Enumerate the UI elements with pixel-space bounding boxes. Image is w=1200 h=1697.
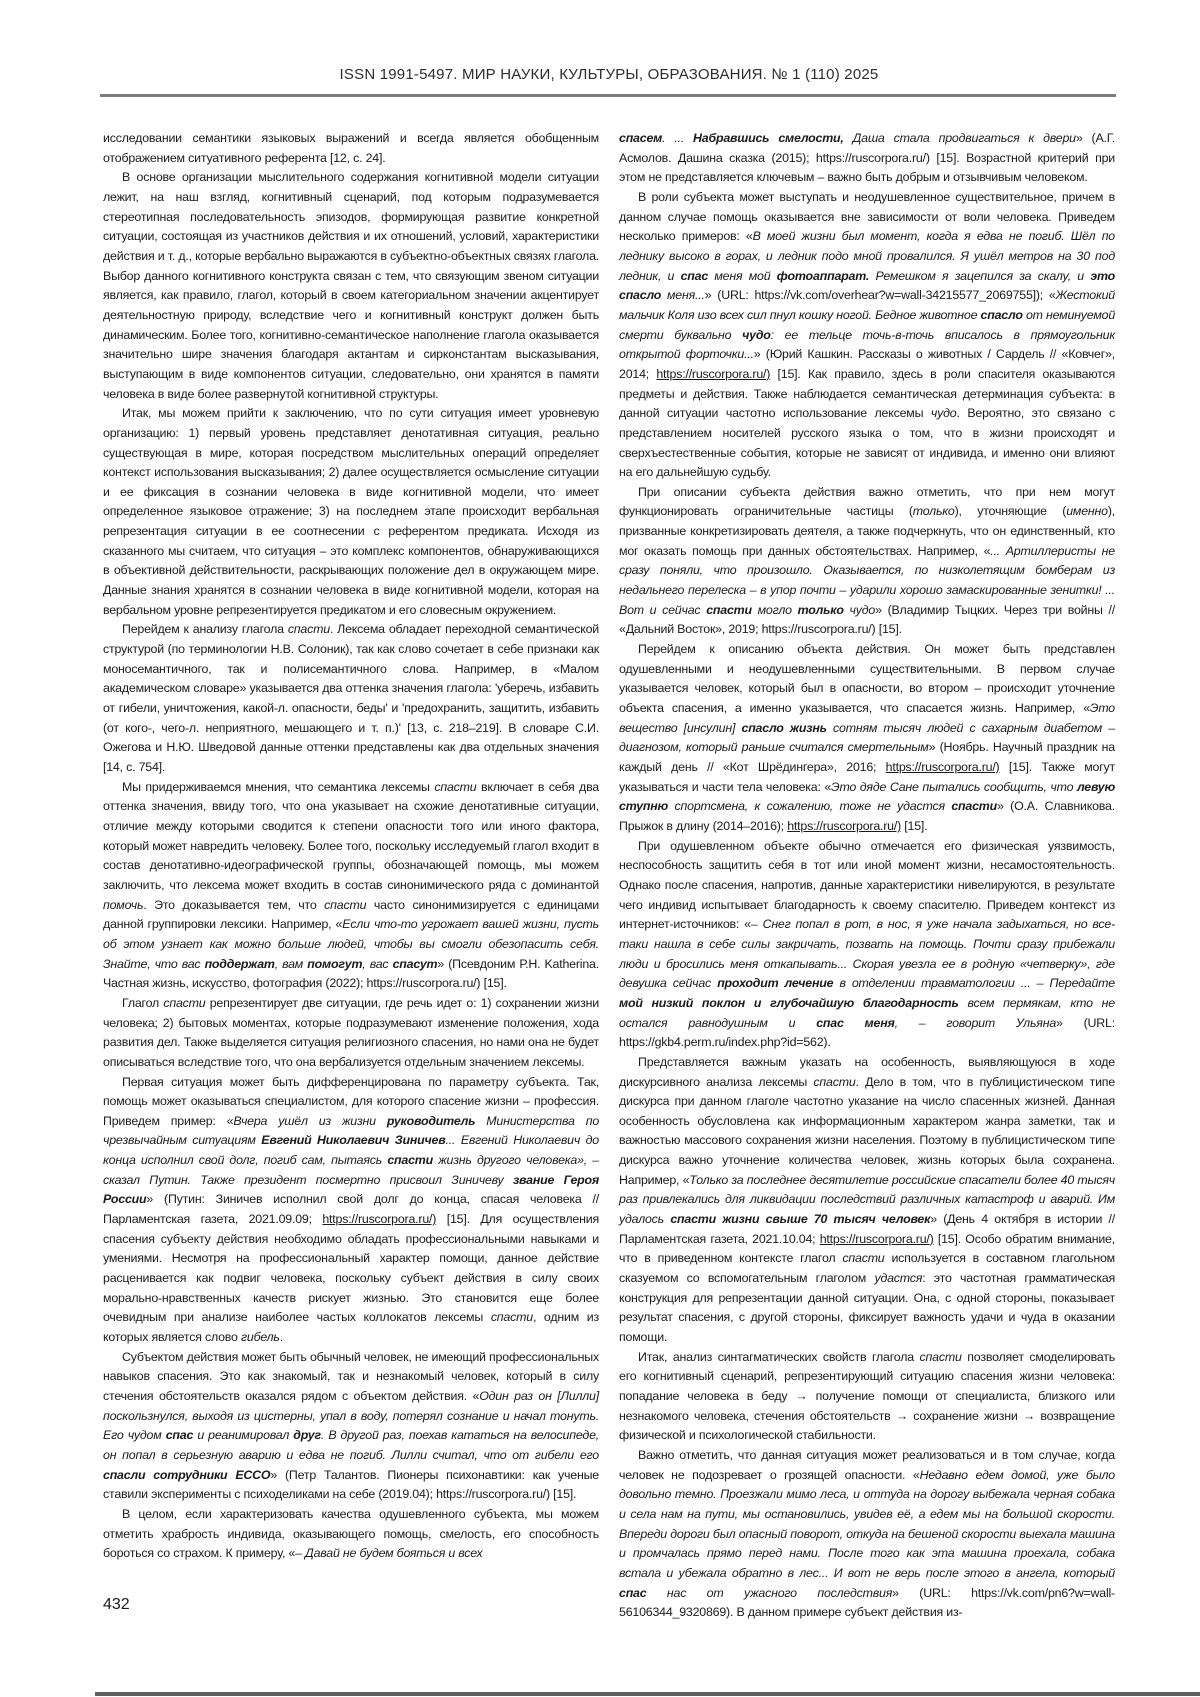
header-rule <box>100 94 1116 97</box>
paragraph: В основе организации мыслительного содержания когнитивной модели ситуации лежит, на наш взгляд, когнитивный сценарий, под которым подразумевается стереотипная последовательность эпизодов, формирующая развитие конкретной ситуации, состоящая из участников действия и их отношений, условий, характеристики действия и т. д., которые вербально выражаются в субъектно-объектных связях глагола. Выбор данного когнитивного конструкта связан с тем, что связующим звеном ситуации является, как правило, глагол, который в своем категориальном значении акцентирует деятельностную природу, вследствие чего и когнитивный конструкт должен быть динамическим. Более того, когнитивно-семантическое наполнение глагола оказывается значительно шире значения благодаря актантам и сирконстантам высказывания, выступающим в виде компонентов ситуации, следовательно, они хранятся в памяти человека в виде более развернутой когнитивной структуры. <box>103 170 599 401</box>
paragraph: исследовании семантики языковых выражений и всегда является обобщенным отображением ситуативного референта [12, с. 24]. <box>103 131 599 165</box>
paragraph: При описании субъекта действия важно отметить, что при нем могут функционировать ограничительные частицы (только), уточняющие (именно), призванные конкретизировать деятеля, а также подчеркнуть, что он единственный, кто мог оказать помощь при данных обстоятельствах. Например, «... Артиллеристы не сразу поняли, что произошло. Оказывается, по низколетящим бомберам из недальнего перелеска – в упор почти – ударили хорошо замаскированные зенитки! ... Вот и сейчас спасти могло только чудо» (Владимир Тыцких. Через три войны // «Дальний Восток», 2019; https://ruscorpora.ru/) [15]. <box>619 484 1115 637</box>
paragraph: Итак, анализ синтагматических свойств глагола спасти позволяет смоделировать его когнитивный сценарий, репрезентирующий ситуацию спасения жизни человека: попадание человека в беду → получение помощи от специалиста, близкого или незнакомого человека, стечения обстоятельств → сохранение жизни → возвращение физической и психологической стабильности. <box>619 1349 1115 1443</box>
paragraph: При одушевленном объекте обычно отмечается его физическая уязвимость, неспособность защитить себя в тот или иной момент жизни, несамостоятельность. Однако после спасения, напротив, данные характеристики нивелируются, в результате чего индивид испытывает благодарность к своему спасителю. Приведем контекст из интернет-источников: «– Снег попал в рот, в нос, я уже начала задыхаться, но все-таки нашла в себе силы закричать, позвать на помощь. Почти сразу прибежали люди и бросились меня откапывать... Скорая увезла ее в родную «четверку», где девушка сейчас проходит лечение в отделении травматологии ... – Передайте мой низкий поклон и глубочайшую благодарность всем пермякам, кто не остался равнодушным и спас меня, – говорит Ульяна» (URL: https://gkb4.perm.ru/index.php?id=562). <box>619 838 1116 1050</box>
paragraph: В целом, если характеризовать качества одушевленного субъекта, мы можем отметить храбрость индивида, оказывающего помощь, смелость, его способность бороться со страхом. К примеру, «– Давай не будем бояться и всех <box>103 1506 599 1561</box>
paragraph: Мы придерживаемся мнения, что семантика лексемы спасти включает в себя два оттенка значения, ввиду того, что она указывает на схожие денотативные ситуации, отличие между которыми сводится к степени опасности того или иного фактора, который может навредить человеку. Более того, поскольку исследуемый глагол входит в состав денотативно-идеографической группы, обозначающей помощь, мы можем заключить, что лексема может входить в состав синонимического ряда с доминантой помочь. Это доказывается тем, что спасти часто синонимизируется с единицами данной группировки лексики. Например, «Если что-то угрожает вашей жизни, пусть об этом узнает как можно больше людей, чтобы вы смогли обезопасить себя. Знайте, что вас поддержат, вам помогут, вас спасут» (Псевдоним Р.Н. Katherina. Частная жизнь, искусство, фотография (2022); https://ruscorpora.ru/) [15]. <box>103 779 600 991</box>
paragraph: Перейдем к анализу глагола спасти. Лексема обладает переходной семантической структурой (по терминологии Н.В. Солоник), так как слово сочетает в себе признаки как моносемантичного, так и полисемантичного слова. Например, в «Малом академическом словаре» указывается два оттенка значения глагола: 'уберечь, избавить от гибели, уничтожения, какой-л. опасности, беды' и 'предохранить, защитить, избавить (от кого-, чего-л. неприятного, мешающего и т. п.)' [13, с. 218–219]. В словаре С.И. Ожегова и Н.Ю. Шведовой данные оттенки представлены как два отдельных значения [14, с. 754]. <box>103 622 599 774</box>
paragraph: Первая ситуация может быть дифференцирована по параметру субъекта. Так, помощь может оказываться специалистом, для которого спасение жизни – профессия. Приведем пример: «Вчера ушёл из жизни руководитель Министерства по чрезвычайным ситуациям Евгений Николаевич Зиничев... Евгений Николаевич до конца исполнил свой долг, погиб сам, пытаясь спасти жизнь другого человека», – сказал Путин. Также президент посмертно присвоил Зиничеву звание Героя России» (Путин: Зиничев исполнил свой долг до конца, спасая человека // Парламентская газета, 2021.09.09; https://ruscorpora.ru/) [15]. Для осуществления спасения субъекту действия необходимо обладать профессиональными навыками и умениями. Несмотря на профессиональный характер помощи, данное действие расценивается как подвиг человека, поскольку субъект действия в силу своих морально-нравственных качеств рискует жизнью. Это становится еще более очевидным при анализе наиболее частых коллокатов лексемы спасти, одним из которых является слово гибель. <box>103 1074 600 1345</box>
paragraph: Перейдем к описанию объекта действия. Он может быть представлен одушевленными и неодушевленными существительными. В первом случае указывается человек, который был в опасности, во втором – происходит уточнение объекта спасения, а именно указывается, что спасается жизнь. Например, «Это вещество [инсулин] спасло жизнь сотням тысяч людей с сахарным диабетом – диагнозом, который раньше считался смертельным» (Ноябрь. Научный праздник на каждый день // «Кот Шрёдингера», 2016; https://ruscorpora.ru/) [15]. Также могут указываться и части тела человека: «Это дяде Сане пытались сообщить, что левую ступню спортсмена, к сожалению, тоже не удастся спасти» (О.А. Славникова. Прыжок в длину (2014–2016); https://ruscorpora.ru/) [15]. <box>619 642 1116 833</box>
journal-header: ISSN 1991-5497. МИР НАУКИ, КУЛЬТУРЫ, ОБРАЗОВАНИЯ. № 1 (110) 2025 <box>339 66 879 83</box>
paragraph: Важно отметить, что данная ситуация может реализоваться и в том случае, когда человек не подозревает о грозящей опасности. «Недавно едем домой, уже было довольно темно. Проезжали мимо леса, и оттуда на дорогу выбежала черная собака и села нам на пути, мы остановились, увидев её, а едем мы на большой скорости. Впереди дороги был опасный поворот, откуда на бешеной скорости выехала машина и промчалась прямо перед нами. После того как эта машина проехала, собака встала и убежала обратно в лес... И вот не верь после этого в ангела, который спас нас от ужасного последствия» (URL: https://vk.com/pn6?w=wall-56106344_9320869). В данном примере субъект действия из- <box>619 1447 1116 1620</box>
paragraph: Итак, мы можем прийти к заключению, что по сути ситуация имеет уровневую организацию: 1) первый уровень представляет денотативная ситуация, реально существующая в мире, которая посредством мыслительных операций определяет контекст использования высказывания; 2) далее осуществляется осмысление ситуации и ее фиксация в сознании человека в виде когнитивной модели, что имеет определенное языковое отражение; 3) на последнем этапе происходит вербальная репрезентация ситуации в ее соотнесении с референтом предиката. Исходя из сказанного мы считаем, что ситуация – это комплекс компонентов, обнаруживающихся в объективной действительности, раскрывающих положение дел в окружающем мире. Данные знания хранятся в сознании человека в виде когнитивной модели, которая на вербальном уровне репрезентируется предикатом и его словесным окружением. <box>103 406 599 617</box>
page-number: 432 <box>103 1596 130 1613</box>
bottom-rule <box>95 1692 1200 1696</box>
paragraph: Субъектом действия может быть обычный человек, не имеющий профессиональных навыков спасения. Это как знакомый, так и незнакомый человек, который в силу стечения обстоятельств оказался рядом с объектом действия. «Один раз он [Лилли] поскользнулся, выходя из цистерны, упал в воду, потерял сознание и начал тонуть. Его чудом спас и реанимировал друг. В другой раз, поехав кататься на велосипеде, он попал в серьезную аварию и едва не погиб. Лилли считал, что от гибели его спасли сотрудники ЕССО» (Петр Талантов. Пионеры психонавтики: как ученые ставили эксперименты с психоделиками на себе (2019.04); https://ruscorpora.ru/) [15]. <box>103 1349 599 1502</box>
paragraph: спасем. ... Набравшись смелости, Даша стала продвигаться к двери» (А.Г. Асмолов. Дашина сказка (2015); https://ruscorpora.ru/) [15]. Возрастной критерий при этом не представляется ключевым – важно быть добрым и отзывчивым человеком. <box>619 131 1115 185</box>
paragraph: Представляется важным указать на особенность, выявляющуюся в ходе дискурсивного анализа лексемы спасти. Дело в том, что в публицистическом типе дискурса при данном глаголе частотно указание на число спасенных жизней. Данная особенность обусловлена как информационным характером жанра заметки, так и важностью массового сохранения жизни населения. Поэтому в публицистическом типе дискурса важно уточнение количества человек, жизнь которых была сохранена. Например, «Только за последнее десятилетие российские спасатели более 40 тысяч раз привлекались для ликвидации последствий различных катастроф и аварий. Им удалось спасти жизни свыше 70 тысяч человек» (День 4 октября в истории // Парламентская газета, 2021.10.04; https://ruscorpora.ru/) [15]. Особо обратим внимание, что в приведенном контексте глагол спасти используется в составном глагольном сказуемом со вспомогательным глаголом удастся: это частотная грамматическая конструкция для репрезентации данной ситуации. Она, с одной стороны, показывает результат спасения, с другой стороны, фиксирует важность удачи и чуда в оказании помощи. <box>619 1054 1116 1345</box>
paragraph: Глагол спасти репрезентирует две ситуации, где речь идет о: 1) сохранении жизни человека; 2) бытовых моментах, которые подразумевают изменение положения, хода развития дел. Также выделяется ситуация религиозного спасения, но нами она не будет описываться вследствие того, что она вербализуется отдельным значением лексемы. <box>103 995 599 1069</box>
paragraph: В роли субъекта может выступать и неодушевленное существительное, причем в данном случае помощь оказывается вне зависимости от воли человека. Приведем несколько примеров: «В моей жизни был момент, когда я едва не погиб. Шёл по леднику высоко в горах, и ледник подо мной провалился. Я ушёл метров на 30 под ледник, и спас меня мой фотоаппарат. Ремешком я зацепился за скалу, и это спасло меня...» (URL: https://vk.com/overhear?w=wall-34215577_2069755]); «Жестокий мальчик Коля изо всех сил пнул кошку ногой. Бедное животное спасло от неминуемой смерти буквально чудо: ее тельце точь-в-точь вписалось в прямоугольник открытой форточки...» (Юрий Кашкин. Рассказы о животных / Сардель // «Ковчег», 2014; https://ruscorpora.ru/) [15]. Как правило, здесь в роли спасителя оказываются предметы и действия. Также наблюдается семантическая детерминация субъекта: в данной ситуации частотно использование лексемы чудо. Вероятно, это связано с представлением носителей русского языка о том, что в жизни происходят и сверхъестественные события, которые не зависят от индивида, и именно они влияют на его дальнейшую судьбу. <box>619 189 1116 480</box>
right-column <box>619 129 1116 1620</box>
left-column <box>103 129 599 1601</box>
